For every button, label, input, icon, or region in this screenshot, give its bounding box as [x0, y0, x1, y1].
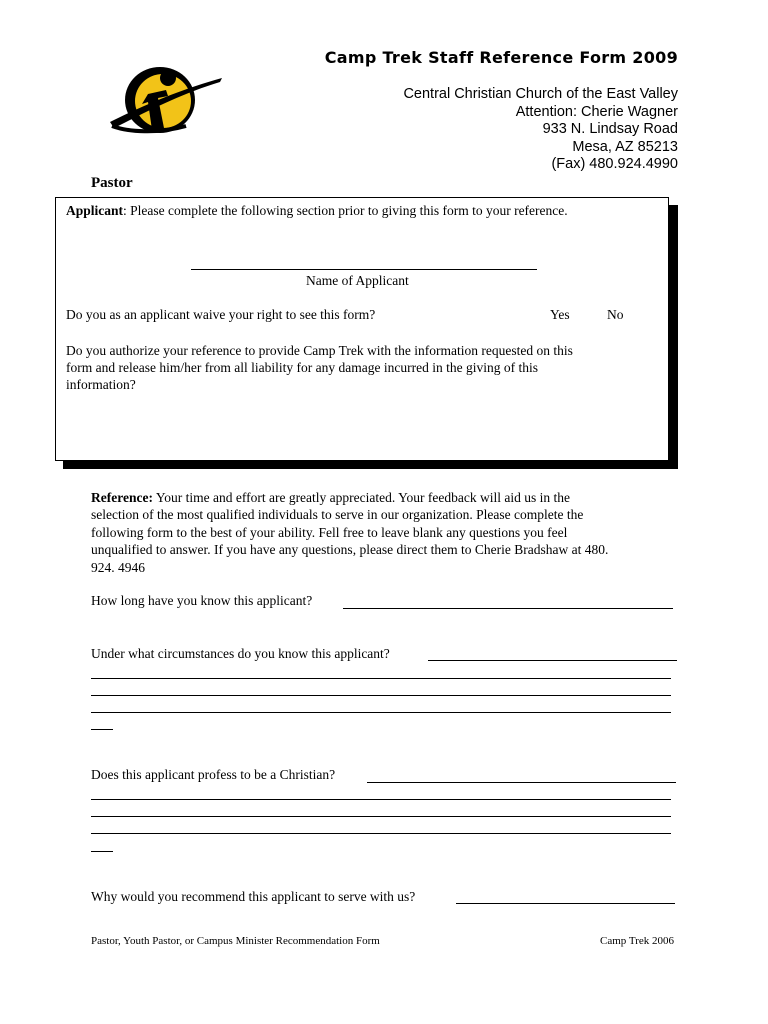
answer-line[interactable] [428, 660, 677, 661]
reference-text: selection of the most qualified individuals to serve in our organization. Please complete the [91, 507, 584, 523]
camp-trek-logo [108, 60, 226, 136]
applicant-lead: Applicant [66, 203, 124, 218]
address-line: Central Christian Church of the East Valley [403, 86, 678, 102]
answer-line[interactable] [91, 695, 671, 696]
answer-line[interactable] [91, 799, 671, 800]
answer-line[interactable] [91, 712, 671, 713]
answer-line[interactable] [343, 608, 673, 609]
role-label: Pastor [91, 175, 133, 191]
answer-line[interactable] [91, 851, 113, 852]
answer-line[interactable] [91, 729, 113, 730]
authorize-question-line: form and release him/her from all liability for any damage incurred in the giving of this [66, 360, 538, 375]
address-line: Mesa, AZ 85213 [572, 138, 678, 155]
applicant-name-field[interactable] [191, 269, 537, 270]
authorize-question-line: information? [66, 377, 136, 392]
applicant-intro-text: : Please complete the following section prior to giving this form to your reference. [123, 203, 568, 218]
answer-line[interactable] [91, 833, 671, 834]
authorize-question-line: Do you authorize your reference to provide Camp Trek with the information requested on this [66, 343, 573, 358]
reference-text: Your time and effort are greatly appreciated. Your feedback will aid us in the [152, 490, 570, 505]
question-christian: Does this applicant profess to be a Christian? [91, 767, 336, 782]
reference-text: unqualified to answer. If you have any questions, please direct them to Cherie Bradshaw at 480. [91, 542, 609, 558]
address-line: Attention: Cherie Wagner [515, 103, 678, 120]
applicant-section [55, 197, 669, 461]
waive-question: Do you as an applicant waive your right to see this form? [66, 307, 376, 322]
address-block [403, 86, 678, 174]
answer-line[interactable] [456, 903, 675, 904]
applicant-intro [66, 203, 568, 219]
form-title: Camp Trek Staff Reference Form 2009 [324, 48, 678, 67]
answer-line[interactable] [91, 678, 671, 679]
waive-no-option[interactable]: No [607, 307, 624, 322]
reference-text: following form to the best of your ability. Fell free to leave blank any questions you feel [91, 524, 568, 540]
answer-line[interactable] [367, 782, 676, 783]
footer-form-name: Pastor, Youth Pastor, or Campus Minister Recommendation Form [91, 935, 380, 947]
address-line: 933 N. Lindsay Road [542, 121, 678, 138]
question-circumstances: Under what circumstances do you know this applicant? [91, 646, 390, 661]
question-recommend: Why would you recommend this applicant to serve with us? [91, 889, 416, 904]
reference-paragraph [91, 489, 608, 576]
reference-lead: Reference: [91, 490, 153, 505]
address-line: (Fax) 480.924.4990 [551, 156, 678, 173]
answer-line[interactable] [91, 816, 671, 817]
applicant-name-caption: Name of Applicant [306, 273, 409, 288]
reference-text: 924. 4946 [91, 559, 145, 575]
question-how-long: How long have you know this applicant? [91, 593, 313, 608]
waive-yes-option[interactable]: Yes [550, 307, 570, 322]
footer-version: Camp Trek 2006 [600, 935, 674, 947]
